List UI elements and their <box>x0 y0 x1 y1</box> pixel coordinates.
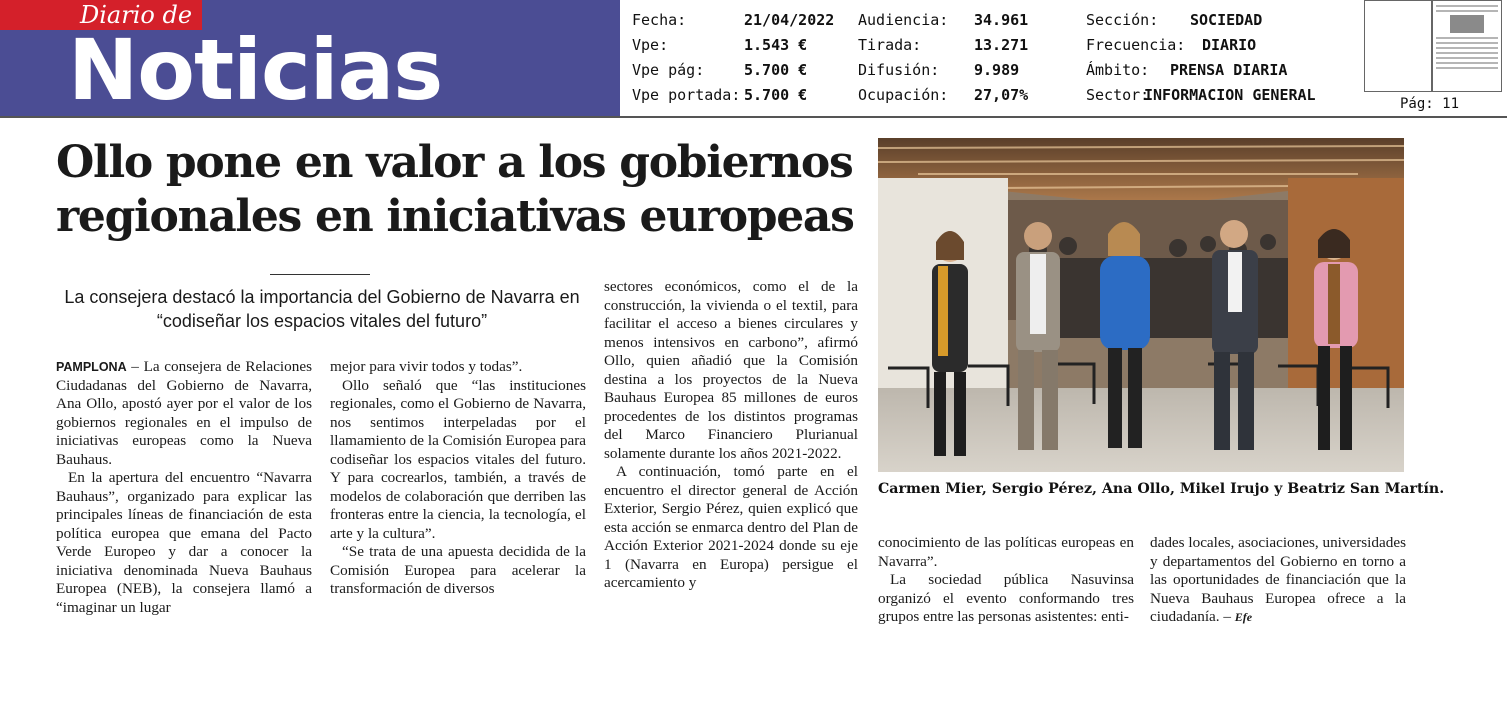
paragraph-text: – La consejera de Relaciones Ciudadanas del Gobierno de Navarra, Ana Ollo, apostó ayer por el valor de los gobiernos regionales en el impulso de iniciativas europeas como la Nueva Bauhaus. <box>56 358 312 468</box>
meta-tirada <box>858 33 1078 58</box>
meta-label: Frecuencia: <box>1086 36 1186 54</box>
article-subhead: La consejera destacó la importancia del Gobierno de Navarra en “codiseñar los espacios vitales del futuro” <box>64 287 580 331</box>
meta-value: 1.543 € <box>744 36 808 54</box>
meta-value: 5.700 € <box>744 86 808 104</box>
text-column-3 <box>604 278 858 593</box>
meta-vpe-portada <box>632 83 852 108</box>
paragraph: La sociedad pública Nasuvinsa organizó el evento conformando tres grupos entre las personas asistentes: enti- <box>878 571 1134 625</box>
header-divider <box>0 116 1507 118</box>
meta-value: DIARIO <box>1202 36 1257 54</box>
meta-value: SOCIEDAD <box>1190 11 1263 29</box>
meta-value: 13.271 <box>974 36 1029 54</box>
meta-label: Sector: <box>1086 86 1150 104</box>
meta-sector <box>1086 83 1366 108</box>
meta-value: PRENSA DIARIA <box>1170 61 1288 79</box>
meta-value: 9.989 <box>974 61 1020 79</box>
agency-signature: Efe <box>1234 610 1253 624</box>
paragraph: Ollo señaló que “las instituciones regionales, como el Gobierno de Navarra, nos sentimos interpeladas por el llamamiento de la Comisión Europea para codiseñar los espacios vitales del futuro. Y para cocrearlos, también, a través de modelos de colaboración que derriben las fronteras entre la ciencia, la tecnología, el arte y la cultura”. <box>330 376 586 542</box>
metadata-column-3 <box>1086 8 1366 108</box>
subhead-divider <box>270 274 370 275</box>
masthead-small-title: Diario de <box>0 0 202 30</box>
blank-thumbnail-frame <box>1364 0 1432 92</box>
masthead-big-title: Noticias <box>68 21 443 116</box>
meta-vpe <box>632 33 852 58</box>
meta-audiencia <box>858 8 1078 33</box>
meta-label: Audiencia: <box>858 11 949 29</box>
metadata-column-2 <box>858 8 1078 108</box>
paragraph: En la apertura del encuentro “Navarra Bauhaus”, organizado para explicar las principales líneas de financiación de esta política europea que emana del Pacto Verde Europeo y dar a conocer la iniciativa denominada Nueva Bauhaus Europea (NEB), la consejera llamó a “imaginar un lugar <box>56 469 312 616</box>
meta-label: Sección: <box>1086 11 1159 29</box>
meta-value: 27,07% <box>974 86 1029 104</box>
meta-value: 21/04/2022 <box>744 11 835 29</box>
meta-label: Vpe: <box>632 36 669 54</box>
meta-seccion <box>1086 8 1366 33</box>
metadata-column-1 <box>632 8 852 108</box>
meta-ambito <box>1086 58 1366 83</box>
meta-label: Ámbito: <box>1086 61 1150 79</box>
meta-label: Difusión: <box>858 61 940 79</box>
meta-label: Fecha: <box>632 11 687 29</box>
paragraph-text: dades locales, asociaciones, universidades y departamentos del Gobierno en torno a las oportunidades de financiación que la Nueva Bauhaus Europea ofrece a la ciudadanía. – <box>1150 534 1406 625</box>
text-column-4 <box>878 534 1134 627</box>
meta-vpe-pag <box>632 58 852 83</box>
clipping-header <box>0 0 1507 118</box>
meta-frecuencia <box>1086 33 1366 58</box>
dateline: PAMPLONA <box>56 360 127 374</box>
paragraph: “Se trata de una apuesta decidida de la Comisión Europea para acelerar la transformación de diversos <box>330 543 586 597</box>
meta-value: 34.961 <box>974 11 1029 29</box>
paragraph: A continuación, tomó parte en el encuentro el director general de Acción Exterior, Sergio Pérez, quien explicó que esta acción se enmarca dentro del Plan de Acción Exterior 2021-2024 donde su eje 1 (Navarra en Europa) persigue el acercamiento y <box>604 463 858 591</box>
meta-ocupacion <box>858 83 1078 108</box>
paragraph: conocimiento de las políticas europeas en Navarra”. <box>878 534 1134 570</box>
photo-caption: Carmen Mier, Sergio Pérez, Ana Ollo, Mikel Irujo y Beatriz San Martín. <box>878 481 1445 497</box>
text-column-5 <box>1150 534 1406 627</box>
page-number: Pág: 11 <box>1400 96 1460 112</box>
text-column-2 <box>330 358 586 599</box>
paragraph: sectores económicos, como el de la construcción, la vivienda o el textil, para facilitar el acceso a bienes circulares y menos intensivos en carbono”, afirmó Ollo, quien añadió que la Comisión destina a los proyectos de la Nueva Bauhaus Europea 85 millones de euros procedentes de los distintos programas del Marco Financiero Plurianual solamente durante los años 2021-2022. <box>604 278 858 462</box>
text-column-1 <box>56 358 312 617</box>
meta-label: Tirada: <box>858 36 922 54</box>
meta-value: INFORMACION GENERAL <box>1144 86 1316 104</box>
meta-value: 5.700 € <box>744 61 808 79</box>
meta-label: Ocupación: <box>858 86 949 104</box>
page-thumbnail[interactable] <box>1432 0 1502 92</box>
newspaper-masthead <box>0 0 620 116</box>
article-photo <box>878 138 1404 472</box>
thumbnail-photo-icon <box>1450 15 1484 33</box>
meta-label: Vpe pág: <box>632 61 705 79</box>
meta-label: Vpe portada: <box>632 86 741 104</box>
paragraph <box>1150 534 1406 627</box>
meta-fecha <box>632 8 852 33</box>
meta-difusion <box>858 58 1078 83</box>
article-headline: Ollo pone en valor a los gobiernos regionales en iniciativas europeas <box>56 137 854 242</box>
paragraph: mejor para vivir todos y todas”. <box>330 358 523 375</box>
paragraph <box>56 358 312 469</box>
